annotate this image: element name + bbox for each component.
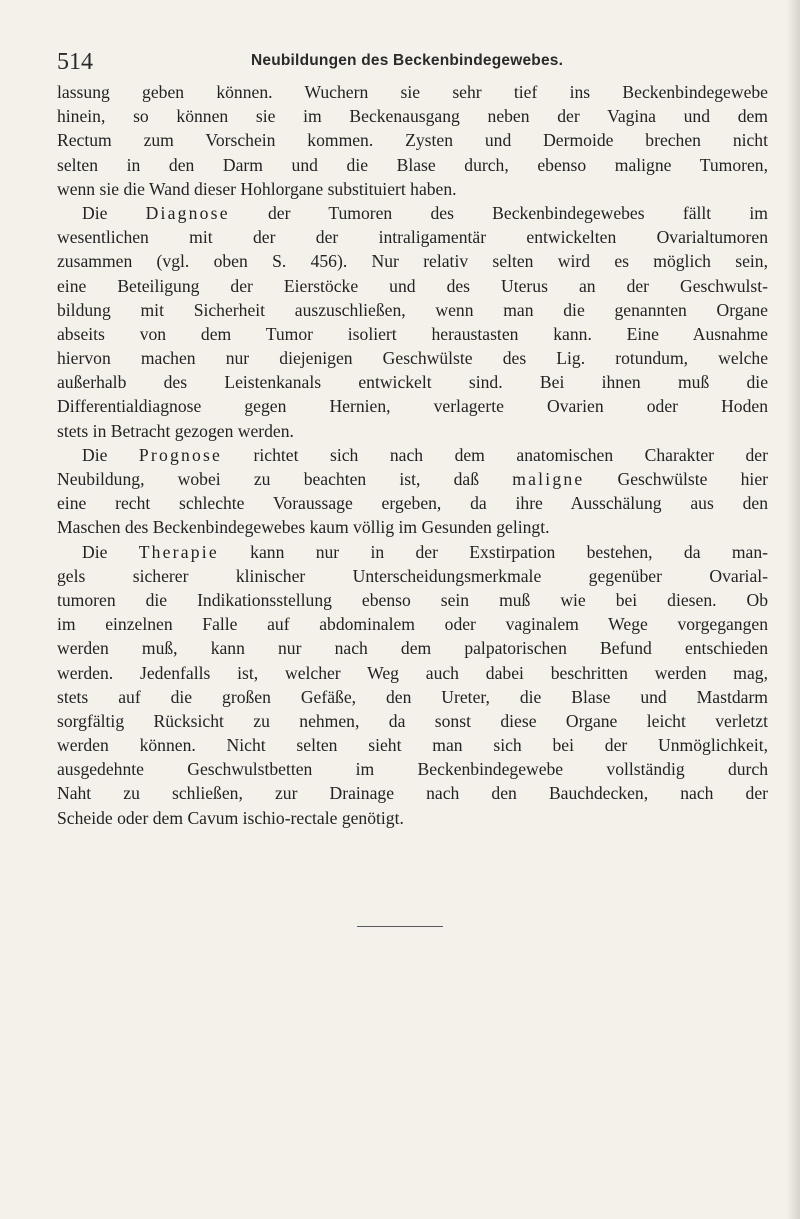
text-line: bildung mit Sicherheit auszuschließen, wenn man die genannten Organe bbox=[57, 299, 768, 320]
line-post: Geschwülste hier bbox=[584, 469, 768, 489]
text-line: tumoren die Indikationsstellung ebenso sein muß wie bei diesen. Ob bbox=[57, 589, 768, 610]
text-line: Rectum zum Vorschein kommen. Zysten und Dermoide brechen nicht bbox=[57, 130, 768, 151]
text-line: stets auf die großen Gefäße, den Ureter, die Blase und Mastdarm bbox=[57, 686, 768, 707]
text-line: werden können. Nicht selten sieht man sich bei der Unmöglichkeit, bbox=[57, 735, 768, 756]
text-line bbox=[57, 443, 768, 467]
text-line: ausgedehnte Geschwulstbetten im Beckenbindegewebe vollständig durch bbox=[57, 759, 768, 780]
paragraph-lead: Die bbox=[82, 202, 146, 223]
running-head: Neubildungen des Beckenbindegewebes. bbox=[251, 52, 564, 69]
page-header bbox=[57, 48, 757, 80]
line-rest: richtet sich nach dem anatomischen Charakter der bbox=[222, 444, 768, 465]
keyword-diagnose: Diagnose bbox=[145, 202, 230, 223]
text-line: wenn sie die Wand dieser Hohlorgane substituiert haben. bbox=[57, 178, 457, 199]
text-line: sorgfältig Rücksicht zu nehmen, da sonst diese Organe leicht verletzt bbox=[57, 710, 768, 731]
text-line: eine Beteiligung der Eierstöcke und des Uterus an der Geschwulst- bbox=[57, 275, 768, 296]
line-rest: der Tumoren des Beckenbindegewebes fällt im bbox=[229, 202, 768, 223]
text-line: eine recht schlechte Voraussage ergeben, da ihre Ausschälung aus den bbox=[57, 493, 768, 514]
page-number: 514 bbox=[57, 49, 93, 75]
text-line: wesentlichen mit der der intraligamentär entwickelten Ovarialtumoren bbox=[57, 227, 768, 248]
paragraph-1 bbox=[57, 80, 768, 201]
text-line: Scheide oder dem Cavum ischio-rectale genötigt. bbox=[57, 807, 404, 828]
text-line: zusammen (vgl. oben S. 456). Nur relativ selten wird es möglich sein, bbox=[57, 251, 768, 272]
text-line: im einzelnen Falle auf abdominalem oder vaginalem Wege vorgegangen bbox=[57, 614, 768, 635]
text-line bbox=[57, 540, 768, 564]
text-line: selten in den Darm und die Blase durch, ebenso maligne Tumoren, bbox=[57, 154, 768, 175]
text-line: hinein, so können sie im Beckenausgang neben der Vagina und dem bbox=[57, 106, 768, 127]
text-line: gels sicherer klinischer Unterscheidungsmerkmale gegenüber Ovarial- bbox=[57, 565, 768, 586]
line-rest: kann nur in der Exstirpation bestehen, da man- bbox=[218, 541, 768, 562]
text-line bbox=[57, 201, 768, 225]
text-line: außerhalb des Leistenkanals entwickelt sind. Bei ihnen muß die bbox=[57, 372, 768, 393]
line-pre: Neubildung, wobei zu beachten ist, daß bbox=[57, 469, 513, 489]
body-text bbox=[57, 80, 768, 830]
paragraph-prognose bbox=[57, 443, 768, 540]
paragraph-therapie bbox=[57, 540, 768, 830]
text-line: stets in Betracht gezogen werden. bbox=[57, 420, 294, 441]
keyword-prognose: Prognose bbox=[138, 444, 223, 465]
text-line: lassung geben können. Wuchern sie sehr tief ins Beckenbindegewebe bbox=[57, 82, 768, 102]
text-line: Naht zu schließen, zur Drainage nach den Bauchdecken, nach der bbox=[57, 783, 768, 804]
section-end-rule bbox=[357, 926, 443, 927]
paragraph-lead: Die bbox=[82, 541, 139, 562]
text-line: Maschen des Beckenbindegewebes kaum völlig im Gesunden gelingt. bbox=[57, 517, 550, 538]
page-edge-shadow bbox=[786, 0, 800, 1219]
paragraph-lead: Die bbox=[82, 444, 139, 465]
text-line bbox=[57, 467, 768, 491]
text-line: werden. Jedenfalls ist, welcher Weg auch dabei beschritten werden mag, bbox=[57, 662, 768, 683]
keyword-therapie: Therapie bbox=[138, 541, 219, 562]
text-line: hiervon machen nur diejenigen Geschwülste des Lig. rotundum, welche bbox=[57, 348, 768, 369]
text-line: Differentialdiagnose gegen Hernien, verlagerte Ovarien oder Hoden bbox=[57, 396, 768, 417]
text-line: abseits von dem Tumor isoliert heraustasten kann. Eine Ausnahme bbox=[57, 323, 768, 344]
keyword-maligne: maligne bbox=[512, 469, 585, 489]
paragraph-diagnose bbox=[57, 201, 768, 443]
text-line: werden muß, kann nur nach dem palpatorischen Befund entschieden bbox=[57, 638, 768, 659]
